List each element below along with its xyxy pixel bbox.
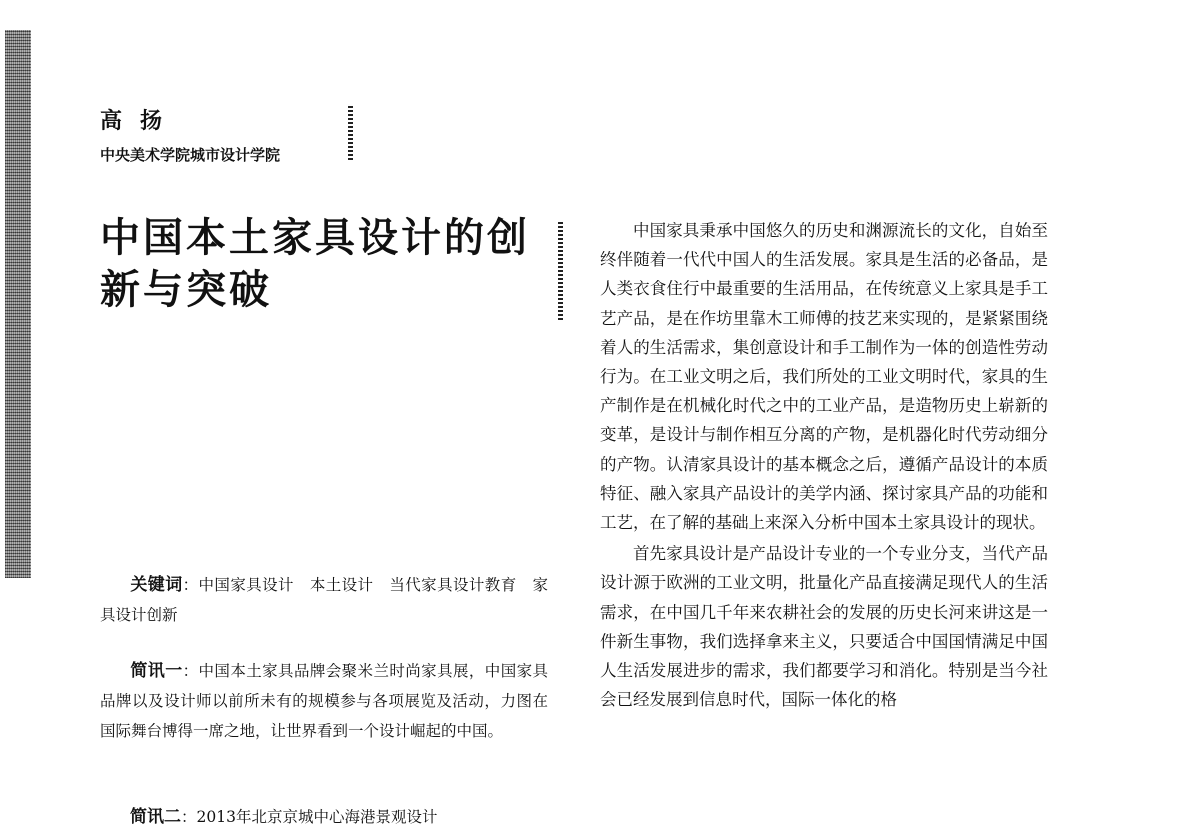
news-item — [100, 802, 548, 832]
news-item — [100, 656, 548, 746]
margin-mark — [348, 106, 353, 160]
keywords-label: 关键词 — [130, 575, 183, 595]
body-paragraph: 首先家具设计是产品设计专业的一个专业分支，当代产品设计源于欧洲的工业文明，批量化产品直接满足现代人的生活需求，在中国几千年来农耕社会的发展的历史长河来讲这是一件新生事物，我们选择拿来主义，只要适合中国国情满足中国人生活发展进步的需求，我们都要学习和消化。特别是当今社会已经发展到信息时代，国际一体化的格 — [600, 544, 1048, 710]
news-text: ：中国本土家具品牌会聚米兰时尚家具展，中国家具品牌以及设计师以前所未有的规模参与各项展览及活动，力图在国际舞台博得一席之地，让世界看到一个设计崛起的中国。 — [100, 662, 548, 740]
article-title: 中国本土家具设计的创新与突破 — [100, 215, 530, 313]
news-label: 简讯二 — [130, 807, 181, 827]
author-name: 高扬 — [100, 108, 181, 134]
news-label: 简讯一 — [130, 661, 183, 681]
scan-edge-noise — [5, 30, 31, 578]
news-text: ：2013年北京京城中心海港景观设计 — [181, 808, 438, 826]
keywords-block — [100, 570, 548, 630]
body-column — [600, 216, 1048, 714]
margin-mark — [558, 220, 563, 320]
keywords-text: ：中国家具设计 本土设计 当代家具设计教育 家具设计创新 — [100, 576, 548, 624]
body-paragraph: 中国家具秉承中国悠久的历史和渊源流长的文化，自始至终伴随着一代代中国人的生活发展。家具是生活的必备品，是人类衣食住行中最重要的生活用品，在传统意义上家具是手工艺产品，是在作坊里靠木工师傅的技艺来实现的，是紧紧围绕着人的生活需求，集创意设计和手工制作为一体的创造性劳动行为。在工业文明之后，我们所处的工业文明时代，家具的生产制作是在机械化时代之中的工业产品，是造物历史上崭新的变革，是设计与制作相互分离的产物，是机器化时代劳动细分的产物。认清家具设计的基本概念之后，遵循产品设计的本质特征、融入家具产品设计的美学内涵、探讨家具产品的功能和工艺，在了解的基础上来深入分析中国本土家具设计的现状。 — [600, 221, 1048, 533]
author-affiliation: 中央美术学院城市设计学院 — [100, 146, 281, 164]
